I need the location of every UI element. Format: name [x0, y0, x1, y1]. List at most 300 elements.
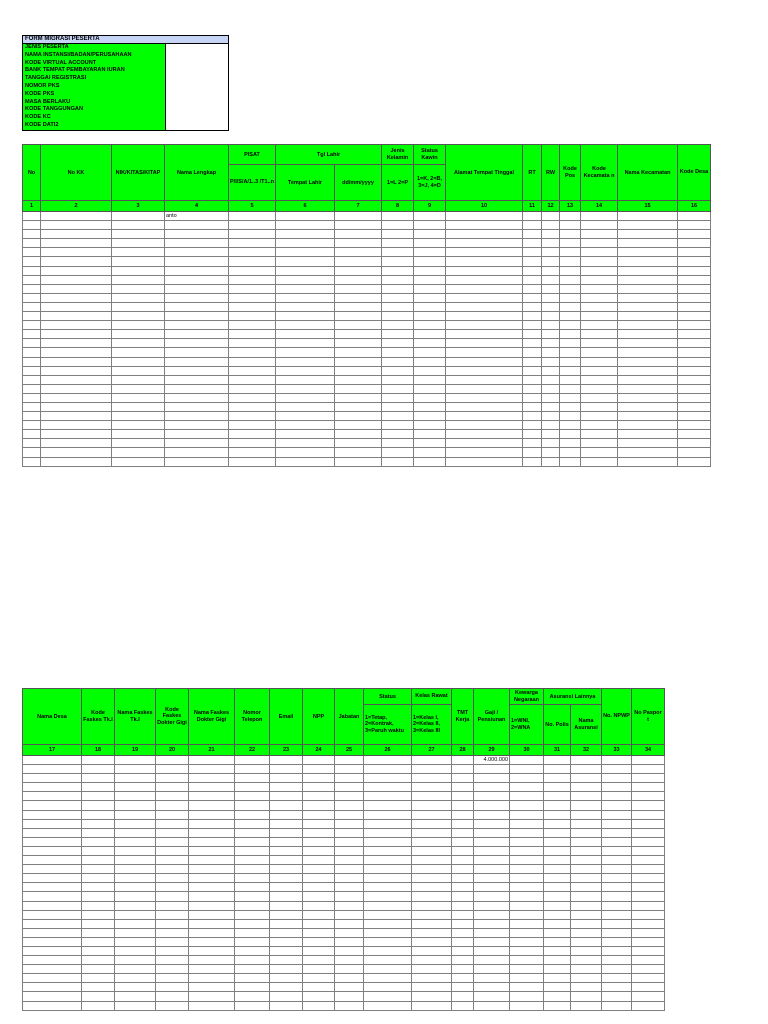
table-cell[interactable] — [446, 312, 523, 321]
table-cell[interactable] — [189, 919, 235, 928]
table-cell[interactable] — [446, 230, 523, 239]
table-cell[interactable] — [382, 457, 414, 466]
table-cell[interactable] — [581, 248, 618, 257]
table-cell[interactable] — [156, 774, 189, 783]
table-cell[interactable] — [581, 266, 618, 275]
table-cell[interactable] — [165, 339, 229, 348]
table-cell[interactable] — [303, 965, 335, 974]
table-cell[interactable] — [678, 402, 711, 411]
table-cell[interactable] — [414, 393, 446, 402]
table-cell[interactable] — [412, 792, 452, 801]
table-cell[interactable] — [446, 275, 523, 284]
table-cell[interactable] — [276, 284, 335, 293]
table-cell[interactable] — [276, 457, 335, 466]
table-cell[interactable] — [23, 439, 41, 448]
table-cell[interactable] — [618, 421, 678, 430]
table-cell[interactable] — [165, 312, 229, 321]
table-cell[interactable] — [678, 439, 711, 448]
table-cell[interactable] — [23, 312, 41, 321]
table-cell[interactable] — [115, 828, 156, 837]
table-cell[interactable] — [678, 393, 711, 402]
table-cell[interactable] — [571, 1001, 602, 1010]
table-cell[interactable] — [335, 810, 364, 819]
table-cell[interactable] — [41, 457, 112, 466]
table-cell[interactable] — [523, 312, 542, 321]
table-cell[interactable] — [412, 946, 452, 955]
table-cell[interactable] — [270, 756, 303, 765]
table-cell[interactable] — [678, 312, 711, 321]
table-cell[interactable] — [335, 946, 364, 955]
table-cell[interactable] — [276, 348, 335, 357]
table-cell[interactable] — [382, 430, 414, 439]
table-cell[interactable] — [618, 284, 678, 293]
table-cell[interactable] — [335, 421, 382, 430]
table-cell[interactable] — [602, 846, 632, 855]
table-cell[interactable] — [523, 257, 542, 266]
table-cell[interactable] — [115, 856, 156, 865]
table-cell[interactable] — [602, 828, 632, 837]
table-cell[interactable] — [229, 230, 276, 239]
table-cell[interactable] — [112, 266, 165, 275]
table-cell[interactable] — [229, 339, 276, 348]
table-cell[interactable] — [235, 792, 270, 801]
table-cell[interactable] — [112, 212, 165, 221]
table-cell[interactable] — [452, 910, 474, 919]
table-cell[interactable] — [364, 801, 412, 810]
table-cell[interactable] — [23, 248, 41, 257]
table-cell[interactable] — [165, 248, 229, 257]
table-cell[interactable] — [235, 983, 270, 992]
table-cell[interactable] — [678, 266, 711, 275]
table-cell[interactable] — [560, 312, 581, 321]
table-cell[interactable] — [276, 448, 335, 457]
table-cell[interactable] — [335, 792, 364, 801]
table-cell[interactable] — [41, 248, 112, 257]
table-cell[interactable] — [452, 846, 474, 855]
table-cell[interactable] — [235, 892, 270, 901]
table-cell[interactable] — [112, 312, 165, 321]
table-cell[interactable] — [678, 248, 711, 257]
table-cell[interactable] — [382, 312, 414, 321]
table-cell[interactable] — [23, 212, 41, 221]
table-cell[interactable] — [112, 239, 165, 248]
table-cell[interactable] — [474, 974, 510, 983]
table-cell[interactable] — [23, 856, 82, 865]
table-cell[interactable] — [41, 312, 112, 321]
table-cell[interactable] — [23, 846, 82, 855]
table-cell[interactable] — [542, 275, 560, 284]
table-cell[interactable] — [414, 339, 446, 348]
table-cell[interactable] — [632, 910, 665, 919]
table-cell[interactable] — [618, 302, 678, 311]
table-cell[interactable] — [452, 801, 474, 810]
table-cell[interactable] — [446, 402, 523, 411]
table-cell[interactable] — [303, 765, 335, 774]
table-cell[interactable] — [235, 965, 270, 974]
table-cell[interactable] — [189, 928, 235, 937]
table-cell[interactable] — [303, 874, 335, 883]
table-cell[interactable] — [229, 430, 276, 439]
table-cell[interactable] — [115, 883, 156, 892]
table-cell[interactable] — [23, 974, 82, 983]
table-cell[interactable] — [542, 393, 560, 402]
table-cell[interactable] — [544, 792, 571, 801]
table-cell[interactable] — [602, 901, 632, 910]
table-cell[interactable] — [115, 910, 156, 919]
table-cell[interactable] — [602, 946, 632, 955]
table-cell[interactable] — [542, 366, 560, 375]
table-cell[interactable] — [602, 983, 632, 992]
table-cell[interactable] — [446, 430, 523, 439]
table-cell[interactable] — [335, 248, 382, 257]
table-cell[interactable] — [235, 856, 270, 865]
table-cell[interactable] — [581, 257, 618, 266]
table-cell[interactable] — [446, 284, 523, 293]
table-cell[interactable] — [335, 828, 364, 837]
table-cell[interactable] — [303, 783, 335, 792]
table-cell[interactable] — [303, 810, 335, 819]
table-cell[interactable] — [41, 430, 112, 439]
table-cell[interactable] — [276, 393, 335, 402]
table-cell[interactable] — [82, 792, 115, 801]
table-cell[interactable] — [414, 402, 446, 411]
table-cell[interactable] — [23, 357, 41, 366]
table-cell[interactable] — [618, 239, 678, 248]
table-cell[interactable] — [632, 756, 665, 765]
table-cell[interactable] — [303, 910, 335, 919]
table-cell[interactable] — [364, 937, 412, 946]
table-cell[interactable] — [276, 212, 335, 221]
table-cell[interactable] — [115, 956, 156, 965]
table-cell[interactable] — [23, 366, 41, 375]
table-cell[interactable] — [189, 874, 235, 883]
table-cell[interactable] — [156, 856, 189, 865]
table-cell[interactable] — [618, 439, 678, 448]
table-cell[interactable] — [165, 239, 229, 248]
table-cell[interactable] — [364, 983, 412, 992]
table-cell[interactable] — [544, 819, 571, 828]
table-cell[interactable] — [571, 901, 602, 910]
table-cell[interactable] — [115, 965, 156, 974]
table-cell[interactable] — [382, 375, 414, 384]
table-cell[interactable] — [523, 366, 542, 375]
table-cell[interactable] — [510, 901, 544, 910]
table-cell[interactable] — [510, 919, 544, 928]
table-cell[interactable] — [276, 230, 335, 239]
table-cell[interactable] — [412, 801, 452, 810]
table-cell[interactable] — [23, 230, 41, 239]
table-cell[interactable] — [189, 1001, 235, 1010]
table-cell[interactable] — [165, 266, 229, 275]
table-cell[interactable] — [452, 901, 474, 910]
table-cell[interactable] — [510, 756, 544, 765]
table-cell[interactable] — [270, 965, 303, 974]
table-cell[interactable] — [23, 284, 41, 293]
table-cell[interactable] — [618, 384, 678, 393]
table-cell[interactable] — [446, 321, 523, 330]
table-cell[interactable] — [115, 783, 156, 792]
table-cell[interactable] — [581, 275, 618, 284]
table-cell[interactable] — [303, 856, 335, 865]
table-cell[interactable] — [112, 439, 165, 448]
table-cell[interactable] — [364, 883, 412, 892]
table-cell[interactable] — [571, 810, 602, 819]
table-cell[interactable] — [335, 874, 364, 883]
table-cell[interactable] — [452, 965, 474, 974]
table-cell[interactable] — [544, 892, 571, 901]
table-cell[interactable] — [542, 230, 560, 239]
table-cell[interactable] — [23, 792, 82, 801]
table-cell[interactable] — [165, 330, 229, 339]
table-cell[interactable] — [41, 402, 112, 411]
table-cell[interactable] — [523, 421, 542, 430]
table-cell[interactable] — [335, 239, 382, 248]
table-cell[interactable] — [364, 901, 412, 910]
table-cell[interactable] — [632, 937, 665, 946]
table-cell[interactable] — [235, 783, 270, 792]
table-cell[interactable] — [510, 956, 544, 965]
table-cell[interactable] — [270, 1001, 303, 1010]
table-cell[interactable] — [115, 974, 156, 983]
table-cell[interactable] — [189, 956, 235, 965]
table-cell[interactable] — [602, 801, 632, 810]
table-cell[interactable] — [165, 275, 229, 284]
table-cell[interactable] — [560, 457, 581, 466]
table-cell[interactable] — [602, 783, 632, 792]
table-cell[interactable] — [23, 339, 41, 348]
table-cell[interactable] — [618, 293, 678, 302]
table-cell[interactable] — [542, 312, 560, 321]
table-cell[interactable] — [452, 883, 474, 892]
table-cell[interactable] — [560, 348, 581, 357]
table-cell[interactable] — [632, 946, 665, 955]
table-cell[interactable]: anto — [165, 212, 229, 221]
table-cell[interactable] — [112, 293, 165, 302]
table-cell[interactable] — [632, 928, 665, 937]
table-cell[interactable] — [276, 384, 335, 393]
table-cell[interactable] — [41, 375, 112, 384]
table-cell[interactable] — [571, 765, 602, 774]
table-cell[interactable] — [112, 248, 165, 257]
table-cell[interactable] — [270, 892, 303, 901]
table-cell[interactable] — [82, 846, 115, 855]
table-cell[interactable] — [581, 348, 618, 357]
table-cell[interactable] — [602, 937, 632, 946]
table-cell[interactable] — [270, 992, 303, 1001]
table-cell[interactable] — [446, 221, 523, 230]
table-cell[interactable] — [115, 756, 156, 765]
table-cell[interactable] — [270, 910, 303, 919]
table-cell[interactable] — [510, 810, 544, 819]
table-cell[interactable] — [112, 430, 165, 439]
table-cell[interactable] — [335, 457, 382, 466]
table-cell[interactable] — [115, 1001, 156, 1010]
table-cell[interactable] — [544, 774, 571, 783]
table-cell[interactable] — [602, 928, 632, 937]
table-cell[interactable] — [335, 275, 382, 284]
table-cell[interactable] — [678, 221, 711, 230]
table-cell[interactable] — [618, 312, 678, 321]
table-cell[interactable] — [446, 421, 523, 430]
table-cell[interactable] — [156, 956, 189, 965]
table-cell[interactable] — [382, 330, 414, 339]
table-cell[interactable] — [618, 339, 678, 348]
table-cell[interactable] — [112, 421, 165, 430]
table-cell[interactable] — [382, 302, 414, 311]
table-cell[interactable] — [571, 819, 602, 828]
table-cell[interactable] — [276, 330, 335, 339]
table-cell[interactable] — [189, 828, 235, 837]
table-cell[interactable] — [618, 257, 678, 266]
table-cell[interactable] — [165, 393, 229, 402]
table-cell[interactable] — [364, 846, 412, 855]
table-cell[interactable] — [510, 837, 544, 846]
table-cell[interactable] — [276, 312, 335, 321]
table-cell[interactable] — [382, 239, 414, 248]
table-cell[interactable] — [560, 330, 581, 339]
table-cell[interactable] — [510, 937, 544, 946]
table-cell[interactable] — [276, 266, 335, 275]
table-cell[interactable] — [270, 956, 303, 965]
table-cell[interactable] — [23, 910, 82, 919]
table-cell[interactable] — [41, 357, 112, 366]
table-cell[interactable] — [270, 928, 303, 937]
table-cell[interactable] — [235, 910, 270, 919]
table-cell[interactable] — [382, 439, 414, 448]
table-cell[interactable] — [335, 1001, 364, 1010]
table-cell[interactable] — [452, 1001, 474, 1010]
table-cell[interactable] — [412, 856, 452, 865]
table-cell[interactable] — [335, 774, 364, 783]
table-cell[interactable] — [414, 412, 446, 421]
table-cell[interactable] — [571, 928, 602, 937]
table-cell[interactable] — [678, 275, 711, 284]
table-cell[interactable] — [82, 765, 115, 774]
table-cell[interactable] — [82, 892, 115, 901]
table-cell[interactable] — [446, 339, 523, 348]
table-cell[interactable] — [523, 266, 542, 275]
table-cell[interactable] — [23, 883, 82, 892]
table-cell[interactable] — [270, 856, 303, 865]
table-cell[interactable] — [229, 357, 276, 366]
table-cell[interactable] — [412, 937, 452, 946]
table-cell[interactable] — [189, 974, 235, 983]
table-cell[interactable] — [335, 339, 382, 348]
table-cell[interactable] — [446, 393, 523, 402]
table-cell[interactable] — [414, 293, 446, 302]
table-cell[interactable] — [678, 430, 711, 439]
table-cell[interactable] — [510, 828, 544, 837]
table-cell[interactable] — [115, 819, 156, 828]
table-cell[interactable] — [602, 792, 632, 801]
table-cell[interactable] — [156, 910, 189, 919]
table-cell[interactable] — [414, 357, 446, 366]
table-cell[interactable] — [412, 1001, 452, 1010]
table-cell[interactable] — [412, 928, 452, 937]
table-cell[interactable] — [632, 783, 665, 792]
table-cell[interactable] — [235, 928, 270, 937]
table-cell[interactable] — [414, 421, 446, 430]
table-cell[interactable] — [510, 783, 544, 792]
table-cell[interactable] — [544, 928, 571, 937]
table-cell[interactable] — [523, 230, 542, 239]
table-cell[interactable] — [270, 901, 303, 910]
table-cell[interactable] — [41, 321, 112, 330]
table-cell[interactable] — [412, 865, 452, 874]
table-cell[interactable] — [189, 783, 235, 792]
table-cell[interactable] — [560, 221, 581, 230]
table-cell[interactable] — [474, 937, 510, 946]
table-cell[interactable] — [560, 212, 581, 221]
table-cell[interactable] — [303, 846, 335, 855]
table-cell[interactable] — [602, 965, 632, 974]
table-cell[interactable] — [632, 874, 665, 883]
table-cell[interactable] — [618, 366, 678, 375]
table-cell[interactable] — [544, 856, 571, 865]
table-cell[interactable] — [412, 901, 452, 910]
table-cell[interactable] — [112, 448, 165, 457]
table-cell[interactable] — [581, 330, 618, 339]
table-cell[interactable] — [276, 293, 335, 302]
table-cell[interactable] — [474, 846, 510, 855]
table-cell[interactable] — [115, 992, 156, 1001]
table-cell[interactable] — [23, 965, 82, 974]
table-cell[interactable] — [23, 946, 82, 955]
table-cell[interactable] — [571, 792, 602, 801]
table-cell[interactable] — [452, 956, 474, 965]
table-cell[interactable] — [412, 810, 452, 819]
table-cell[interactable] — [156, 946, 189, 955]
table-cell[interactable] — [632, 992, 665, 1001]
table-cell[interactable] — [335, 837, 364, 846]
table-cell[interactable] — [544, 1001, 571, 1010]
table-cell[interactable] — [335, 402, 382, 411]
table-cell[interactable] — [382, 421, 414, 430]
table-cell[interactable] — [618, 248, 678, 257]
table-cell[interactable] — [412, 756, 452, 765]
table-cell[interactable] — [270, 774, 303, 783]
table-cell[interactable] — [364, 946, 412, 955]
table-cell[interactable] — [115, 937, 156, 946]
table-cell[interactable] — [382, 248, 414, 257]
table-cell[interactable] — [335, 846, 364, 855]
table-cell[interactable] — [581, 284, 618, 293]
table-cell[interactable] — [335, 293, 382, 302]
table-cell[interactable] — [632, 974, 665, 983]
table-cell[interactable] — [335, 765, 364, 774]
table-cell[interactable] — [156, 874, 189, 883]
table-cell[interactable] — [452, 828, 474, 837]
table-cell[interactable] — [542, 421, 560, 430]
table-cell[interactable] — [414, 212, 446, 221]
table-cell[interactable] — [542, 375, 560, 384]
table-cell[interactable] — [165, 366, 229, 375]
table-cell[interactable] — [156, 783, 189, 792]
table-cell[interactable] — [335, 221, 382, 230]
table-cell[interactable] — [82, 946, 115, 955]
table-cell[interactable] — [602, 974, 632, 983]
table-cell[interactable] — [632, 901, 665, 910]
table-cell[interactable] — [364, 965, 412, 974]
table-cell[interactable] — [23, 765, 82, 774]
table-cell[interactable] — [165, 375, 229, 384]
table-cell[interactable] — [678, 375, 711, 384]
table-cell[interactable] — [82, 965, 115, 974]
table-cell[interactable] — [446, 357, 523, 366]
table-cell[interactable] — [229, 221, 276, 230]
table-cell[interactable] — [414, 266, 446, 275]
table-cell[interactable] — [235, 865, 270, 874]
